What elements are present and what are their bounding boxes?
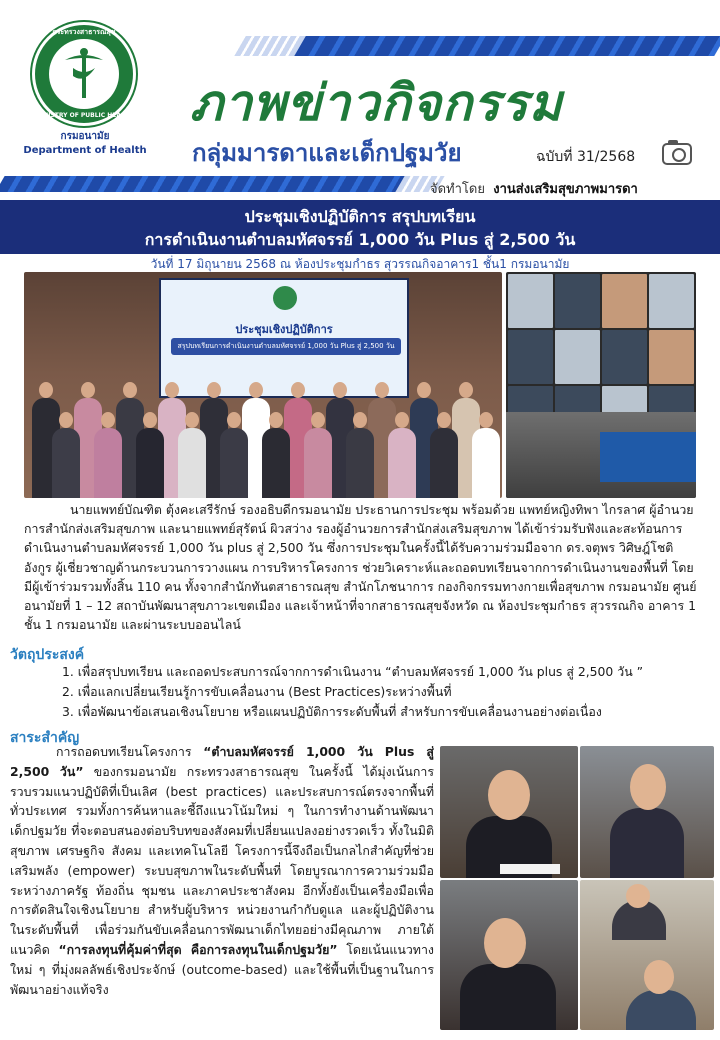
person-head [59, 412, 73, 428]
speaker-photo-2 [580, 746, 714, 878]
meeting-room-banner [600, 432, 696, 482]
person-head [291, 382, 305, 398]
person-head [311, 412, 325, 428]
person-figure [388, 428, 416, 498]
person-figure [178, 428, 206, 498]
person-head [269, 412, 283, 428]
essence-heading: สาระสำคัญ [10, 730, 80, 746]
participant-face [644, 960, 674, 994]
event-title-line1: ประชุมเชิงปฏิบัติการ สรุปบทเรียน [244, 207, 476, 226]
screen-title: ประชุมเชิงปฏิบัติการ [235, 323, 333, 336]
person-figure [220, 428, 248, 498]
person-head [143, 412, 157, 428]
person-figure [136, 428, 164, 498]
participant-face [626, 884, 650, 908]
video-tile [602, 330, 647, 384]
camera-icon [662, 143, 692, 165]
online-meeting-photo [506, 272, 696, 498]
meeting-room-photo [506, 412, 696, 498]
person-figure [94, 428, 122, 498]
logo-ring-bottom-text: MINISTRY OF PUBLIC HEALTH [35, 112, 133, 119]
video-tile [649, 274, 694, 328]
person-figure [430, 428, 458, 498]
newsletter-title: ภาพข่าวกิจกรรม [190, 74, 563, 132]
person-head [249, 382, 263, 398]
speaker-body [460, 964, 556, 1030]
person-head [375, 382, 389, 398]
person-head [207, 382, 221, 398]
participant-body [626, 990, 696, 1030]
department-name-en: Department of Health [23, 145, 147, 156]
organizer-label: จัดทำโดย [430, 182, 485, 197]
video-tile [508, 274, 553, 328]
person-head [165, 382, 179, 398]
decorative-stripe-top [294, 36, 720, 56]
person-head [333, 382, 347, 398]
speaker-photo-3 [440, 880, 578, 1030]
issue-number: ฉบับที่ 31/2568 [536, 149, 636, 165]
video-tile [602, 274, 647, 328]
speaker-face [484, 918, 526, 968]
video-tile [555, 274, 600, 328]
logo-ring-top-text: กระทรวงสาธารณสุข [52, 28, 116, 36]
event-title-banner [0, 200, 720, 254]
event-date-venue: วันที่ 17 มิถุนายน 2568 ณ ห้องประชุมกำธร สุวรรณกิจอาคาร1 ชั้น1 กรมอนามัย [150, 257, 570, 271]
objectives-list [62, 662, 702, 722]
department-name-th: กรมอนามัย [60, 131, 110, 142]
speaker-nameplate [500, 864, 560, 874]
intro-paragraph [24, 500, 698, 634]
essence-bold2: “การลงทุนที่คุ้มค่าที่สุด คือการลงทุนในเด็กปฐมวัย” [58, 941, 338, 957]
person-figure [262, 428, 290, 498]
newsletter-subtitle: กลุ่มมารดาและเด็กปฐมวัย [192, 139, 462, 167]
group-photo [24, 272, 502, 498]
newsletter-header [0, 0, 720, 200]
person-head [417, 382, 431, 398]
video-tile [649, 330, 694, 384]
person-head [459, 382, 473, 398]
video-tile [555, 330, 600, 384]
essence-paragraph [10, 742, 434, 999]
person-head [227, 412, 241, 428]
objective-item: 3. เพื่อพัฒนาข้อเสนอเชิงนโยบาย หรือแผนปฏิบัติการระดับพื้นที่ สำหรับการขับเคลื่อนงานอย่างต่อเนื่อง [62, 704, 602, 719]
essence-part1: การถอดบทเรียนโครงการ [56, 744, 204, 759]
person-head [101, 412, 115, 428]
person-head [479, 412, 493, 428]
group-people [24, 362, 502, 498]
objective-item: 2. เพื่อแลกเปลี่ยนเรียนรู้การขับเคลื่อนงาน (Best Practices)ระหว่างพื้นที่ [62, 684, 452, 699]
decorative-stripe-mid [0, 176, 425, 192]
essence-bold1: “ตำบลมหัศจรรย์ 1,000 วัน Plus สู่ 2,500 วัน” [10, 744, 434, 779]
screen-subtitle: สรุปบทเรียนการดำเนินงานตำบลมหัศจรรย์ 1,000 วัน Plus สู่ 2,500 วัน [171, 338, 401, 355]
organizer-name: งานส่งเสริมสุขภาพมารดา [493, 182, 638, 197]
essence-part2: ของกรมอนามัย กระทรวงสาธารณสุข ในครั้งนี้ ได้มุ่งเน้นการรวบรวมแนวปฏิบัติที่เป็นเลิศ (best practices) และประสบการณ์ตรงจากพื้นที่ทั่วประเทศ รวมทั้งการค้นหาและชี้ถึงแนวโน้มใหม่ ๆ ในการทำงานด้านพัฒนาเด็กปฐมวัย ที่จะตอบสนองต่อบริบทของสังคมที่เปลี่ยนแปลงอย่างรวดเร็ว ทั้งในมิติสุขภาพ เศรษฐกิจ สังคม และเทคโนโลยี โครงการนี้จึงถือเป็นกลไกสำคัญที่ช่วยเสริมพลัง (empower) ระบบสุขภาพในระดับพื้นที่ โดยบูรณาการความร่วมมือระหว่างภาครัฐ ท้องถิ่น ชุมชน และภาคประชาสังคม อีกทั้งยังเป็นเครื่องมือเพื่อการตัดสินใจเชิงนโยบาย สำหรับผู้บริหาร หน่วยงานกำกับดูแล และผู้ปฏิบัติงานในระดับพื้นที่ เพื่อร่วมกันขับเคลื่อนการพัฒนาเด็กไทยอย่างมีคุณภาพ ภายใต้แนวคิด [10, 763, 434, 957]
speaker-body [610, 808, 684, 878]
speaker-face [488, 770, 530, 820]
person-head [353, 412, 367, 428]
person-figure [304, 428, 332, 498]
screen-logo-icon [273, 286, 297, 310]
person-figure [472, 428, 500, 498]
organizer-line [430, 178, 638, 199]
person-head [395, 412, 409, 428]
department-name [20, 130, 150, 158]
speaker-photo-1 [440, 746, 578, 878]
objectives-heading: วัตถุประสงค์ [10, 647, 85, 663]
person-head [185, 412, 199, 428]
person-head [437, 412, 451, 428]
ministry-logo [32, 22, 136, 126]
caduceus-icon [49, 39, 119, 109]
objective-item: 1. เพื่อสรุปบทเรียน และถอดประสบการณ์จากการดำเนินงาน “ตำบลมหัศจรรย์ 1,000 วัน plus สู่ 2,500 วัน ” [62, 664, 644, 679]
video-tile [508, 330, 553, 384]
person-head [39, 382, 53, 398]
event-title-line2: การดำเนินงานตำบลมหัศจรรย์ 1,000 วัน Plus สู่ 2,500 วัน [144, 230, 576, 249]
person-head [123, 382, 137, 398]
person-figure [346, 428, 374, 498]
meeting-photo-4 [580, 880, 714, 1030]
intro-text: นายแพทย์บัณฑิต ตุ้งคะเสรีรักษ์ รองอธิบดีกรมอนามัย ประธานการประชุม พร้อมด้วย แพทย์หญิงทิพา ไกรลาศ ผู้อำนวยการสำนักส่งเสริมสุขภาพ และนายแพทย์สุรัตน์ ผิวสว่าง รองผู้อำนวยการสำนักส่งเสริมสุขภาพ ได้เข้าร่วมรับฟังและสะท้อนการดำเนินงานตำบลมหัศจรรย์ 1,000 วัน plus สู่ 2,500 วัน ซึ่งการประชุมในครั้งนี้ได้รับความร่วมมือจาก ดร.จตุพร วิศิษฎ์โชติอังกูร ผู้เชี่ยวชาญด้านกระบวนการวางแผน การบริหารโครงการ ช่วยวิเคราะห์และถอดบทเรียนจากการดำเนินงานของพื้นที่ โดยมีผู้เข้าร่วมรวมทั้งสิ้น 110 คน ทั้งจากสำนักทันตสาธารณสุข สำนักโภชนาการ กองกิจกรรมทางกายเพื่อสุขภาพ กรมอนามัย ศูนย์อนามัยที่ 1 – 12 สถาบันพัฒนาสุขภาวะเขตเมือง และเจ้าหน้าที่จากสาธารณสุขจังหวัด ณ ห้องประชุมกำธร สุวรรณกิจ อาคาร 1 ชั้น 1 กรมอนามัย และผ่านระบบออนไลน์ [24, 502, 697, 633]
person-figure [52, 428, 80, 498]
speaker-face [630, 764, 666, 810]
person-head [81, 382, 95, 398]
essence-part3: โดยเน้นแนวทางใหม่ ๆ ที่มุ่งผลลัพธ์เชิงประจักษ์ (outcome-based) และใช้พื้นที่เป็นฐานในการพัฒนาอย่างแท้จริง [10, 941, 434, 997]
